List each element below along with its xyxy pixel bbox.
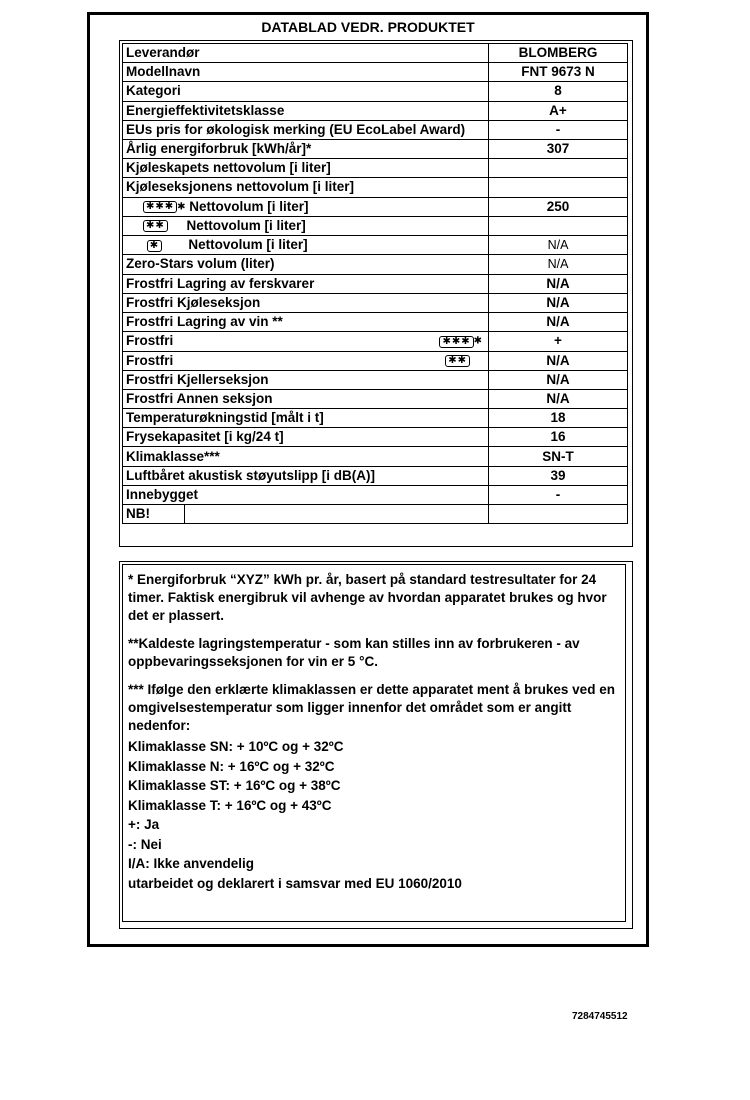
row-value bbox=[489, 178, 628, 197]
table-row bbox=[123, 216, 628, 235]
row-label-text: Nettovolum [i liter] bbox=[186, 218, 306, 234]
row-label: Luftbåret akustisk støyutslipp [i dB(A)] bbox=[123, 466, 489, 485]
note-line: -: Nei bbox=[128, 836, 162, 852]
row-label-text: Nettovolum [i liter] bbox=[188, 237, 308, 253]
note-line: Klimaklasse N: + 16ºC og + 32ºC bbox=[128, 758, 335, 774]
row-label: Frostfri Lagring av vin ** bbox=[123, 312, 489, 331]
star-icon: ✱ bbox=[473, 335, 482, 347]
row-label bbox=[123, 236, 489, 255]
nb-label: NB! bbox=[123, 505, 185, 523]
row-label: Energieffektivitetsklasse bbox=[123, 101, 489, 120]
table-row bbox=[123, 466, 628, 485]
two-star-icon: ✱✱ bbox=[143, 220, 168, 232]
table-row bbox=[123, 389, 628, 408]
table-row bbox=[123, 332, 628, 351]
table-row bbox=[123, 370, 628, 389]
row-value: - bbox=[489, 120, 628, 139]
row-value: 16 bbox=[489, 428, 628, 447]
table-row bbox=[123, 485, 628, 504]
note-energy: * Energiforbruk “XYZ” kWh pr. år, basert på standard testresultater for 24 timer. Faktisk energibruk vil avhenge av hvordan apparatet brukes og hvor det er plassert. bbox=[128, 572, 607, 623]
table-row bbox=[123, 236, 628, 255]
row-value: 18 bbox=[489, 409, 628, 428]
row-value: FNT 9673 N bbox=[489, 63, 628, 82]
document-code: 7284745512 bbox=[572, 1011, 628, 1022]
table-row bbox=[123, 139, 628, 158]
note-line: utarbeidet og deklarert i samsvar med EU 1060/2010 bbox=[128, 875, 462, 891]
row-value: 307 bbox=[489, 139, 628, 158]
row-label: Modellnavn bbox=[123, 63, 489, 82]
row-value: N/A bbox=[489, 255, 628, 274]
table-row bbox=[123, 178, 628, 197]
row-value: 39 bbox=[489, 466, 628, 485]
table-row bbox=[123, 447, 628, 466]
row-value: 8 bbox=[489, 82, 628, 101]
row-label: Kjøleskapets nettovolum [i liter] bbox=[123, 159, 489, 178]
row-label: Frostfri Kjellerseksjon bbox=[123, 370, 489, 389]
row-label: Frostfri Lagring av ferskvarer bbox=[123, 274, 489, 293]
page-title: DATABLAD VEDR. PRODUKTET bbox=[261, 19, 475, 35]
note-line: Klimaklasse T: + 16ºC og + 43ºC bbox=[128, 797, 332, 813]
three-star-icon: ✱✱✱ bbox=[143, 201, 177, 213]
table-row bbox=[123, 197, 628, 216]
row-label-text: Frostfri bbox=[126, 352, 174, 368]
note-wine: **Kaldeste lagringstemperatur - som kan stilles inn av forbrukeren - av oppbevaringsseksjonen for vin er 5 °C. bbox=[128, 636, 580, 669]
table-row bbox=[123, 312, 628, 331]
one-star-icon: ✱ bbox=[147, 240, 162, 252]
row-value: N/A bbox=[489, 370, 628, 389]
row-value: N/A bbox=[489, 389, 628, 408]
row-value: + bbox=[489, 332, 628, 351]
row-label: Kategori bbox=[123, 82, 489, 101]
table-row bbox=[123, 44, 628, 63]
row-value: A+ bbox=[489, 101, 628, 120]
row-value: SN-T bbox=[489, 447, 628, 466]
row-label: Kjøleseksjonens nettovolum [i liter] bbox=[123, 178, 489, 197]
note-climate: *** Ifølge den erklærte klimaklassen er dette apparatet ment å brukes ved en omgivelsestemperatur som ligger innenfor det området som er angitt nedenfor: bbox=[128, 682, 615, 733]
note-line: +: Ja bbox=[128, 817, 160, 832]
row-label bbox=[123, 505, 489, 524]
row-value bbox=[489, 159, 628, 178]
table-row bbox=[123, 351, 628, 370]
row-value: N/A bbox=[489, 293, 628, 312]
row-label: Klimaklasse*** bbox=[123, 447, 489, 466]
row-label: Frostfri Kjøleseksjon bbox=[123, 293, 489, 312]
row-label-text: Frostfri bbox=[126, 333, 174, 349]
table-row bbox=[123, 82, 628, 101]
table-row bbox=[123, 255, 628, 274]
table-row bbox=[123, 120, 628, 139]
table-row bbox=[123, 409, 628, 428]
two-star-icon: ✱✱ bbox=[445, 355, 470, 367]
three-star-icon: ✱✱✱ bbox=[439, 336, 473, 348]
row-label: Leverandør bbox=[123, 44, 489, 63]
row-value: N/A bbox=[489, 274, 628, 293]
note-line: Klimaklasse ST: + 16ºC og + 38ºC bbox=[128, 778, 341, 793]
row-label: Frysekapasitet [i kg/24 t] bbox=[123, 428, 489, 447]
row-value: N/A bbox=[489, 351, 628, 370]
note-line: Klimaklasse SN: + 10ºC og + 32ºC bbox=[128, 739, 344, 754]
table-row bbox=[123, 274, 628, 293]
row-label: Zero-Stars volum (liter) bbox=[123, 255, 489, 274]
row-label: Frostfri Annen seksjon bbox=[123, 389, 489, 408]
note-line: I/A: Ikke anvendelig bbox=[128, 856, 255, 871]
row-label bbox=[123, 351, 489, 370]
row-value-empty bbox=[489, 505, 628, 524]
table-row bbox=[123, 63, 628, 82]
table-row bbox=[123, 293, 628, 312]
row-label bbox=[123, 197, 489, 216]
table-row bbox=[123, 101, 628, 120]
row-label: Temperaturøkningstid [målt i t] bbox=[123, 409, 489, 428]
row-label bbox=[123, 332, 489, 351]
table-row-nb bbox=[123, 505, 628, 524]
row-value: N/A bbox=[489, 312, 628, 331]
row-label bbox=[123, 216, 489, 235]
row-value: BLOMBERG bbox=[489, 44, 628, 63]
table-row bbox=[123, 159, 628, 178]
nb-value bbox=[185, 505, 488, 523]
star-icon: ✱ bbox=[177, 200, 186, 212]
notes-box bbox=[122, 564, 626, 922]
row-value: N/A bbox=[489, 236, 628, 255]
row-label: Innebygget bbox=[123, 485, 489, 504]
row-label: Årlig energiforbruk [kWh/år]* bbox=[123, 139, 489, 158]
row-value bbox=[489, 216, 628, 235]
table-row bbox=[123, 428, 628, 447]
row-value: 250 bbox=[489, 197, 628, 216]
row-value: - bbox=[489, 485, 628, 504]
product-data-table bbox=[122, 43, 628, 524]
row-label-text: Nettovolum [i liter] bbox=[189, 198, 309, 214]
row-label: EUs pris for økologisk merking (EU EcoLabel Award) bbox=[123, 120, 489, 139]
